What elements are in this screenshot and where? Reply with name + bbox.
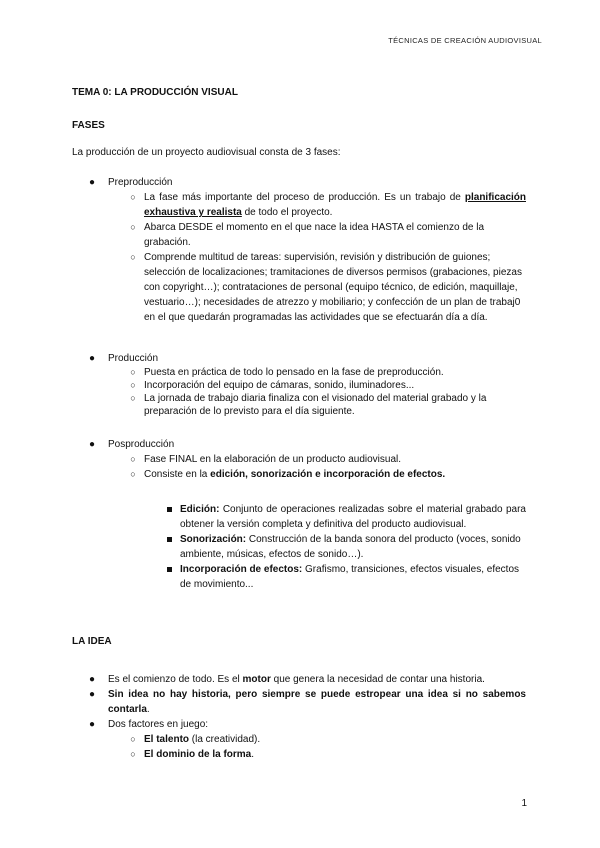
circle-bullet-icon: ○ [130,192,136,202]
circle-bullet-icon: ○ [130,222,136,232]
bullet-icon: ● [88,439,96,450]
list-item: ● Es el comienzo de todo. Es el motor que genera la necesidad de contar una historia. [72,672,526,687]
section-heading-fases: FASES [72,120,105,131]
fases-intro: La producción de un proyecto audiovisual consta de 3 fases: [72,147,341,158]
posproduccion-subitems [72,502,526,592]
circle-bullet-icon: ○ [130,454,136,464]
square-bullet-icon [163,562,175,577]
square-bullet-icon [163,502,175,517]
circle-bullet-icon: ○ [130,252,136,262]
running-header: TÉCNICAS DE CREACIÓN AUDIOVISUAL [388,36,542,45]
list-item: Edición: Conjunto de operaciones realizadas sobre el material grabado para obtener la versión completa y definitiva del producto audiovisual. [72,502,526,532]
circle-bullet-icon: ○ [130,749,136,759]
list-item: ○ Consiste en la edición, sonorización e incorporación de efectos. [72,467,526,482]
list-item: ○ El dominio de la forma. [72,747,526,762]
idea-block [72,672,526,762]
bullet-icon: ● [88,719,96,730]
list-item: ● Sin idea no hay historia, pero siempre se puede estropear una idea si no sabemos contarla. [72,687,526,717]
list-item: ○ Fase FINAL en la elaboración de un producto audiovisual. [72,452,526,467]
list-item: ○ Abarca DESDE el momento en el que nace la idea HASTA el comienzo de la grabación. [72,220,526,250]
square-bullet-icon [163,532,175,547]
page-number: 1 [521,798,527,809]
bullet-icon: ● [88,353,96,364]
bullet-icon: ● [88,689,96,700]
list-item: ○ El talento (la creatividad). [72,732,526,747]
list-item: ○ La fase más importante del proceso de producción. Es un trabajo de planificación exhaustiva y realista de todo el proyecto. [72,190,526,220]
list-item: ● Producción [72,351,526,366]
circle-bullet-icon: ○ [130,734,136,744]
circle-bullet-icon: ○ [130,367,136,377]
list-item: Incorporación de efectos: Grafismo, transiciones, efectos visuales, efectos de movimiento... [72,562,526,592]
section-heading-idea: LA IDEA [72,636,112,647]
list-item: Sonorización: Construcción de la banda sonora del producto (voces, sonido ambiente, músicas, efectos de sonido…). [72,532,526,562]
list-item: ○ La jornada de trabajo diaria finaliza con el visionado del material grabado y la preparación de lo previsto para el día siguiente. [72,392,526,418]
preproduccion-block [72,175,526,325]
posproduccion-block [72,437,526,482]
circle-bullet-icon: ○ [130,469,136,479]
list-item [72,175,526,190]
list-item: ● Posproducción [72,437,526,452]
circle-bullet-icon: ○ [130,380,136,390]
list-item: ○ Incorporación del equipo de cámaras, sonido, iluminadores... [72,379,526,392]
list-item: ○ Comprende multitud de tareas: supervisión, revisión y distribución de guiones; selección de localizaciones; tramitaciones de diversos permisos (grabaciones, piezas con copyright…); contrataciones de personal (equipo técnico, de edición, maquillaje, vestuario…); necesidades de atrezzo y mobiliario; y confección de un plan de trabaj0 en el que quedarán programadas las actividades que se efectuarán día a día. [72,250,526,325]
produccion-block [72,351,526,418]
list-item: ● Dos factores en juego: [72,717,526,732]
item-label: Preproducción [108,177,173,188]
circle-bullet-icon: ○ [130,393,136,403]
list-item: ○ Puesta en práctica de todo lo pensado en la fase de preproducción. [72,366,526,379]
document-title: TEMA 0: LA PRODUCCIÓN VISUAL [72,87,238,98]
bullet-icon: ● [88,674,96,685]
bullet-icon: ● [88,177,96,188]
